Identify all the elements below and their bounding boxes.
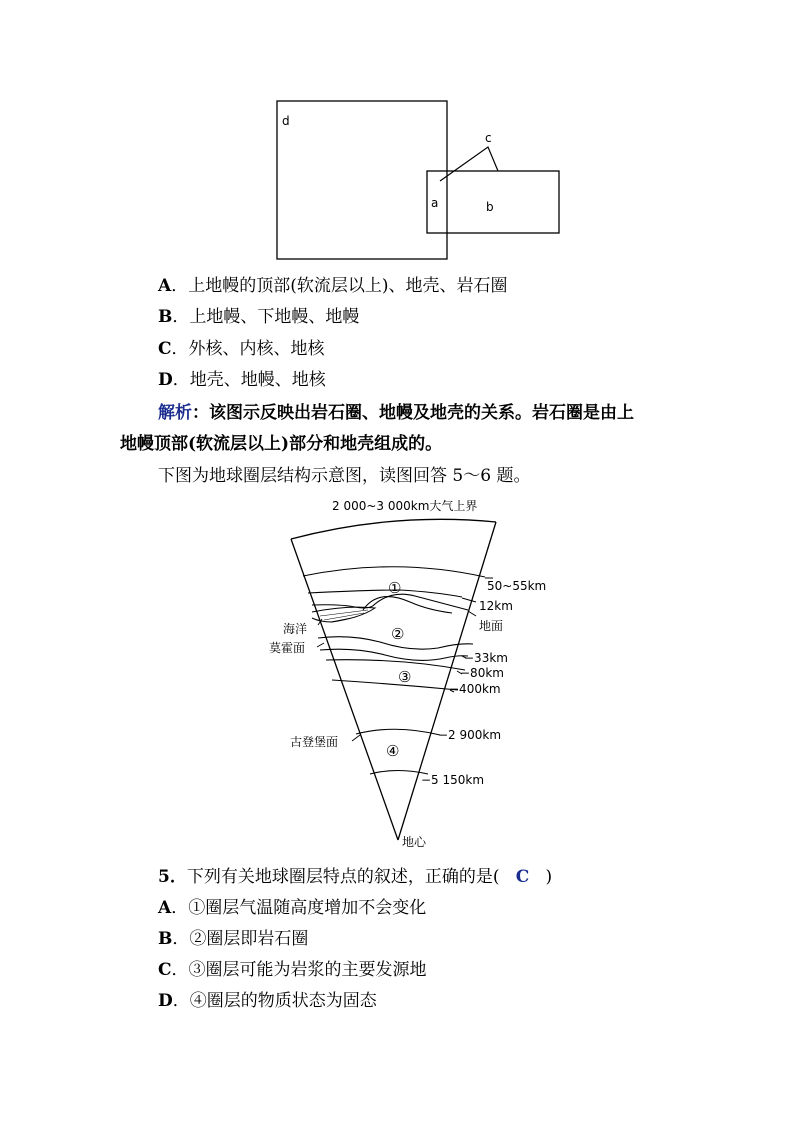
q4-option-b: B．上地幔、下地幔、地幔 [158,307,360,327]
leader-gutenberg [352,735,360,741]
layer-1-label: ① [388,579,402,597]
layer-3-label: ③ [398,668,412,686]
depth-2900km: −2 900km [438,728,502,742]
crust-bulge [363,597,452,613]
q5-option-c: C．③圈层可能为岩浆的主要发源地 [158,960,427,980]
pointer-c [440,147,498,181]
tick-12km [462,598,476,602]
depth-33km: −33km [464,651,508,665]
q4-option-a: A．上地幔的顶部(软流层以上)、地壳、岩石圈 [158,276,508,296]
rect-d [277,101,447,259]
gutenberg-label: 古登堡面 [290,735,339,749]
ocean-label: 海洋 [283,622,308,636]
tick-ground [468,611,476,616]
layer-4-label: ④ [386,742,400,760]
depth-50-55km: 50~55km [487,579,547,593]
q5-option-d: D．④圈层的物质状态为固态 [158,991,377,1011]
q5-answer: C [515,867,530,887]
q5-stem: 5．下列有关地球圈层特点的叙述，正确的是( C ) [158,867,553,887]
analysis-line-2: 地幔顶部(软流层以上)部分和地壳组成的。 [120,434,443,454]
wedge-right-edge [398,522,496,840]
wedge-left-edge [291,539,398,840]
diagram-intro: 下图为地球圈层结构示意图，读图回答 5～6 题。 [158,466,531,486]
gutenberg-boundary [356,729,440,735]
label-b: b [486,200,494,214]
layer-2-label: ② [391,625,405,643]
label-c: c [485,131,492,145]
boundary-50-55km [303,567,485,577]
depth-80km: −80km [460,666,504,680]
layers-venn-diagram [270,95,570,265]
earth-center-label: 地心 [402,835,427,849]
q5-option-b: B．②圈层即岩石圈 [158,929,309,949]
q4-option-c: C．外核、内核、地核 [158,339,325,359]
boundary-400km [332,680,458,690]
label-a: a [431,196,439,210]
boundary-80km [326,660,465,670]
moho-label: 莫霍面 [269,641,306,655]
boundary-33km [320,649,468,660]
analysis-tag: 解析 [158,403,192,423]
atmosphere-top-label: 2 000~3 000km大气上界 [332,499,478,513]
depth-5150km: −5 150km [421,773,485,787]
atmosphere-upper-boundary [291,519,496,539]
ground-label: 地面 [479,619,504,633]
depth-12km: 12km [479,599,513,613]
leader-moho [317,643,324,647]
analysis-line-1: 解析：该图示反映出岩石圈、地幔及地壳的关系。岩石圈是由上 [158,403,634,423]
boundary-12km [308,590,462,597]
earth-layers-diagram [260,492,570,854]
label-d: d [282,114,290,128]
q4-option-d: D．地壳、地幔、地核 [158,370,326,390]
depth-400km: −400km [449,682,501,696]
q5-option-a: A．①圈层气温随高度增加不会变化 [158,898,427,918]
